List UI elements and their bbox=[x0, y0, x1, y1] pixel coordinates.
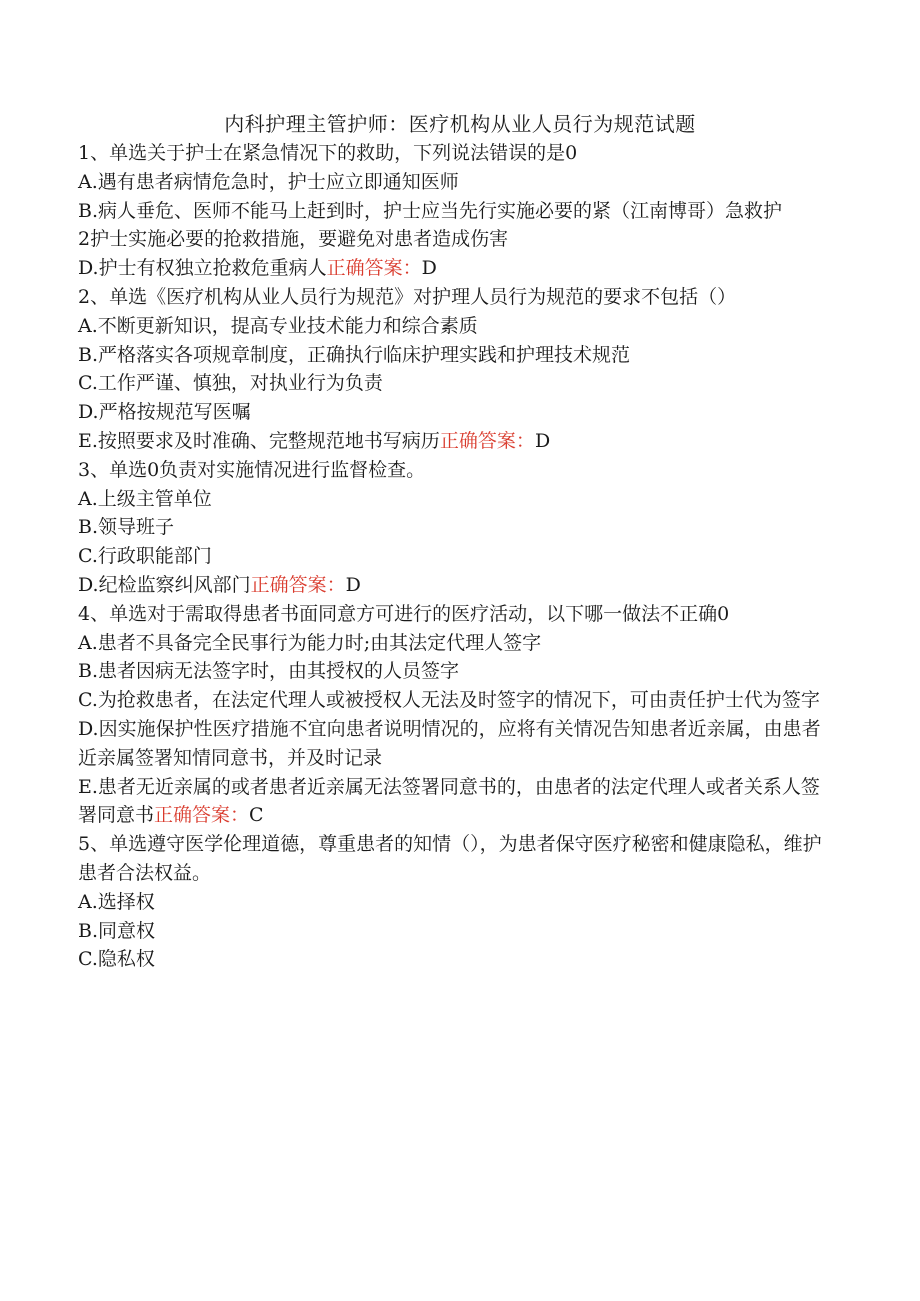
option-b: B.病人垂危、医师不能马上赶到时，护士应当先行实施必要的紧（江南博哥）急救护 bbox=[78, 199, 783, 222]
option-b: B.患者因病无法签字时，由其授权的人员签字 bbox=[78, 660, 460, 683]
question-2 bbox=[78, 283, 826, 456]
option-d-with-answer bbox=[78, 254, 826, 283]
option-d: D.护士有权独立抢救危重病人 bbox=[78, 257, 327, 280]
answer-value: C bbox=[249, 804, 264, 827]
option-c: C.隐私权 bbox=[78, 948, 155, 971]
option-a: A.选择权 bbox=[78, 890, 155, 913]
answer-value: D bbox=[421, 257, 437, 280]
answer-value: D bbox=[345, 573, 361, 596]
option-e: E.按照要求及时准确、完整规范地书写病历 bbox=[78, 429, 440, 452]
question-1 bbox=[78, 139, 826, 283]
option-c: C.为抢救患者，在法定代理人或被授权人无法及时签字的情况下，可由责任护士代为签字 bbox=[78, 689, 820, 712]
answer-label: 正确答案： bbox=[250, 573, 346, 596]
question-4 bbox=[78, 600, 826, 830]
option-b: B.领导班子 bbox=[78, 516, 175, 539]
question-5 bbox=[78, 830, 826, 974]
option-c: C.行政职能部门 bbox=[78, 545, 212, 568]
option-e-with-answer bbox=[78, 427, 826, 456]
question-stem: 1、单选关于护士在紧急情况下的救助，下列说法错误的是0 bbox=[78, 142, 578, 164]
question-list bbox=[78, 139, 826, 974]
document-title: 内科护理主管护师：医疗机构从业人员行为规范试题 bbox=[224, 112, 696, 136]
option-a: A.上级主管单位 bbox=[78, 487, 212, 510]
option-d: D.严格按规范写医嘱 bbox=[78, 401, 251, 424]
question-stem: 4、单选对于需取得患者书面同意方可进行的医疗活动，以下哪一做法不正确0 bbox=[78, 602, 730, 625]
option-e-with-answer bbox=[78, 773, 826, 831]
answer-value: D bbox=[534, 429, 551, 452]
option-d: D.因实施保护性医疗措施不宜向患者说明情况的，应将有关情况告知患者近亲属，由患者近亲属签署知情同意书，并及时记录 bbox=[78, 717, 821, 769]
question-stem: 5、单选遵守医学伦理道德，尊重患者的知情（），为患者保守医疗秘密和健康隐私，维护患者合法权益。 bbox=[78, 833, 822, 884]
question-stem: 3、单选0负责对实施情况进行监督检查。 bbox=[78, 458, 426, 481]
question-stem: 2、单选《医疗机构从业人员行为规范》对护理人员行为规范的要求不包括（） bbox=[78, 285, 737, 308]
option-d-with-answer bbox=[78, 571, 826, 600]
option-a: A.不断更新知识，提高专业技术能力和综合素质 bbox=[78, 314, 478, 337]
answer-label: 正确答案： bbox=[326, 257, 422, 280]
question-3 bbox=[78, 456, 826, 600]
option-e: E.患者无近亲属的或者患者近亲属无法签署同意书的，由患者的法定代理人或者关系人签署同意书 bbox=[78, 775, 820, 827]
option-c: 2护士实施必要的抢救措施，要避免对患者造成伤害 bbox=[78, 228, 509, 251]
option-a: A.患者不具备完全民事行为能力时;由其法定代理人签字 bbox=[78, 631, 542, 654]
option-b: B.同意权 bbox=[78, 919, 156, 942]
option-c: C.工作严谨、慎独，对执业行为负责 bbox=[78, 372, 383, 395]
option-a: A.遇有患者病情危急时，护士应立即通知医师 bbox=[78, 170, 459, 193]
option-b: B.严格落实各项规章制度，正确执行临床护理实践和护理技术规范 bbox=[78, 343, 631, 366]
answer-label: 正确答案： bbox=[439, 429, 535, 452]
answer-label: 正确答案： bbox=[154, 804, 250, 827]
option-d: D.纪检监察纠风部门 bbox=[78, 573, 251, 596]
